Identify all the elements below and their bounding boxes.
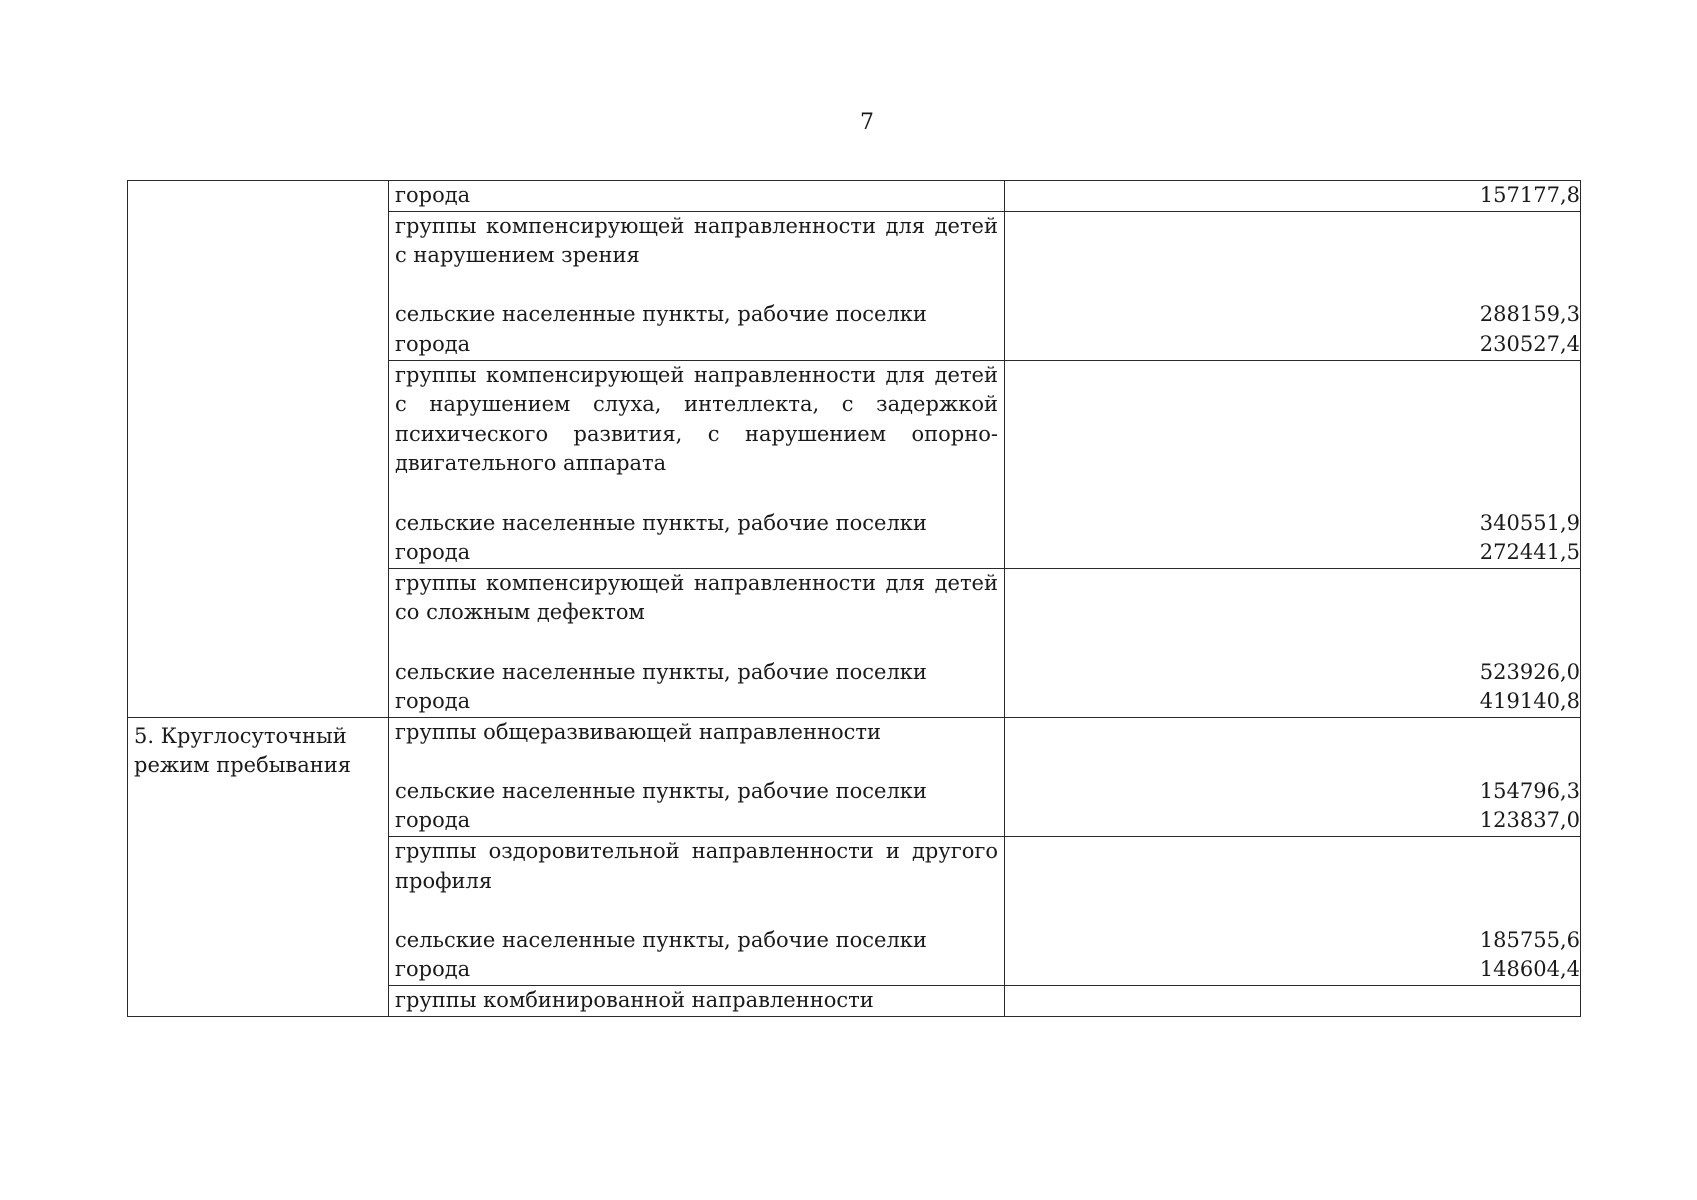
group-cell — [389, 717, 1005, 836]
location-label: сельские населенные пункты, рабочие поселки — [395, 659, 927, 684]
value-cell — [1005, 717, 1581, 836]
group-title — [389, 718, 1004, 748]
value: 148604,4 — [1479, 957, 1580, 982]
location-label: города — [395, 957, 471, 982]
group-cell — [389, 211, 1005, 360]
location-label: города — [395, 183, 471, 207]
table-row — [128, 181, 1581, 212]
group-cell — [389, 986, 1005, 1017]
group-title — [389, 212, 1004, 271]
group-title-line: группы компенсирующей направленности для детей — [395, 570, 998, 595]
group-title — [389, 569, 1004, 628]
value-cell — [1005, 360, 1581, 568]
group-cell — [389, 181, 1005, 212]
group-title — [389, 837, 1004, 896]
tariff-table — [127, 180, 1581, 1017]
location-label: города — [395, 540, 471, 565]
mode-cell-empty — [128, 181, 389, 718]
group-title-line: двигательного аппарата — [395, 451, 667, 476]
value: 185755,6 — [1479, 927, 1580, 952]
value-cell — [1005, 837, 1581, 986]
group-title-line: группы компенсирующей направленности для детей — [395, 362, 998, 387]
value: 419140,8 — [1479, 689, 1580, 714]
group-cell — [389, 837, 1005, 986]
group-title-line: с нарушением слуха, интеллекта, с задержкой — [395, 392, 998, 417]
group-title-line: с нарушением зрения — [395, 243, 640, 268]
group-title — [389, 361, 1004, 479]
value-cell — [1005, 568, 1581, 717]
value: 230527,4 — [1479, 331, 1580, 356]
location-label: сельские населенные пункты, рабочие поселки — [395, 510, 927, 535]
location-label: сельские населенные пункты, рабочие поселки — [395, 302, 927, 327]
mode-label-line: режим пребывания — [134, 753, 352, 778]
value-cell — [1005, 181, 1581, 212]
page-number: 7 — [860, 110, 874, 135]
value: 157177,8 — [1479, 183, 1580, 207]
group-title-line: группы компенсирующей направленности для детей — [395, 213, 998, 238]
group-cell — [389, 568, 1005, 717]
location-label: сельские населенные пункты, рабочие поселки — [395, 927, 927, 952]
value: 523926,0 — [1479, 659, 1580, 684]
location-label: города — [395, 689, 471, 714]
value-cell — [1005, 211, 1581, 360]
group-title: группы комбинированной направленности — [395, 988, 874, 1013]
value-cell — [1005, 986, 1581, 1017]
mode-cell — [128, 717, 389, 1016]
location-label: города — [395, 808, 471, 833]
location-label: города — [395, 331, 471, 356]
group-cell — [389, 360, 1005, 568]
value: 272441,5 — [1479, 540, 1580, 565]
value: 288159,3 — [1479, 302, 1580, 327]
value: 340551,9 — [1479, 510, 1580, 535]
mode-label-line: 5. Круглосуточный — [134, 723, 347, 748]
group-title-line: психического развития, с нарушением опорно- — [395, 421, 998, 446]
group-title-line: профиля — [395, 868, 493, 893]
value: 123837,0 — [1479, 808, 1580, 833]
group-title-line: группы оздоровительной направленности и другого — [395, 839, 998, 864]
group-title-line: группы общеразвивающей направленности — [395, 719, 881, 744]
value: 154796,3 — [1479, 778, 1580, 803]
group-title-line: со сложным дефектом — [395, 600, 645, 625]
table-row — [128, 717, 1581, 836]
location-label: сельские населенные пункты, рабочие поселки — [395, 778, 927, 803]
